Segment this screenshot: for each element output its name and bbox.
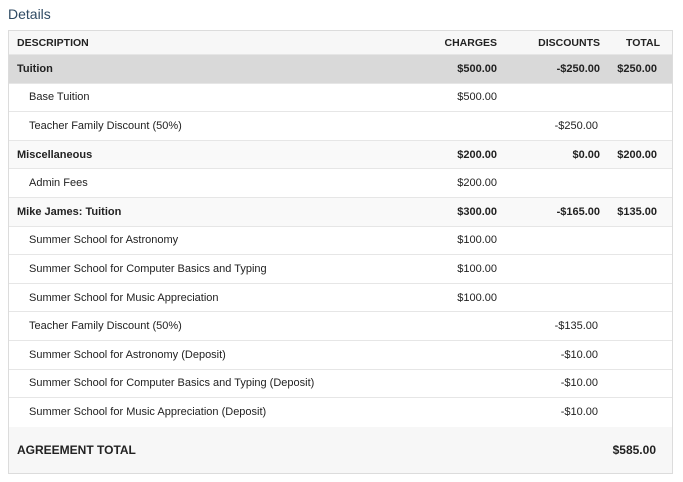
table-row bbox=[9, 112, 672, 141]
agreement-total-row bbox=[9, 427, 672, 473]
details-table bbox=[8, 30, 673, 474]
table-group-row bbox=[9, 198, 672, 227]
table-body bbox=[9, 55, 672, 427]
column-header-description: DESCRIPTION bbox=[17, 36, 89, 49]
cell-description: Admin Fees bbox=[29, 177, 88, 190]
agreement-total-label: AGREEMENT TOTAL bbox=[17, 442, 136, 457]
cell-description: Teacher Family Discount (50%) bbox=[29, 119, 182, 132]
table-row bbox=[9, 398, 672, 427]
cell-charges: $100.00 bbox=[457, 234, 497, 247]
column-header-discounts: DISCOUNTS bbox=[538, 36, 600, 49]
table-group-row bbox=[9, 141, 672, 170]
cell-discounts: -$250.00 bbox=[556, 62, 600, 75]
table-row bbox=[9, 169, 672, 198]
cell-total: $200.00 bbox=[617, 148, 657, 161]
cell-discounts: -$250.00 bbox=[554, 119, 598, 132]
cell-description: Summer School for Computer Basics and Typing bbox=[29, 262, 267, 275]
table-row bbox=[9, 370, 672, 399]
cell-description: Summer School for Astronomy bbox=[29, 234, 179, 247]
table-header bbox=[9, 31, 672, 55]
cell-description: Summer School for Music Appreciation bbox=[29, 291, 219, 304]
cell-description: Summer School for Music Appreciation (Deposit) bbox=[29, 406, 267, 419]
cell-description: Miscellaneous bbox=[17, 148, 93, 161]
cell-description: Summer School for Astronomy (Deposit) bbox=[29, 348, 226, 361]
cell-charges: $500.00 bbox=[457, 62, 497, 75]
cell-charges: $100.00 bbox=[457, 291, 497, 304]
table-row bbox=[9, 255, 672, 284]
cell-total: $250.00 bbox=[617, 62, 657, 75]
cell-description: Base Tuition bbox=[29, 91, 90, 104]
cell-description: Summer School for Computer Basics and Typing (Deposit) bbox=[29, 377, 315, 390]
cell-description: Mike James: Tuition bbox=[17, 205, 122, 218]
cell-total: $135.00 bbox=[617, 205, 657, 218]
column-header-charges: CHARGES bbox=[444, 36, 497, 49]
cell-charges: $100.00 bbox=[457, 262, 497, 275]
table-row bbox=[9, 312, 672, 341]
cell-discounts: $0.00 bbox=[572, 148, 600, 161]
cell-discounts: -$10.00 bbox=[560, 377, 598, 390]
table-row bbox=[9, 284, 672, 313]
section-title: Details bbox=[8, 6, 51, 22]
table-row bbox=[9, 341, 672, 370]
cell-charges: $300.00 bbox=[457, 205, 497, 218]
table-row bbox=[9, 84, 672, 113]
cell-description: Tuition bbox=[17, 62, 53, 75]
cell-discounts: -$135.00 bbox=[554, 320, 598, 333]
cell-discounts: -$10.00 bbox=[560, 348, 598, 361]
cell-charges: $200.00 bbox=[457, 148, 497, 161]
cell-charges: $200.00 bbox=[457, 177, 497, 190]
cell-discounts: -$10.00 bbox=[560, 406, 598, 419]
cell-discounts: -$165.00 bbox=[556, 205, 600, 218]
cell-charges: $500.00 bbox=[457, 91, 497, 104]
agreement-total-value: $585.00 bbox=[612, 442, 656, 457]
table-group-row bbox=[9, 55, 672, 84]
cell-description: Teacher Family Discount (50%) bbox=[29, 320, 182, 333]
column-header-total: TOTAL bbox=[625, 36, 660, 49]
table-row bbox=[9, 227, 672, 256]
